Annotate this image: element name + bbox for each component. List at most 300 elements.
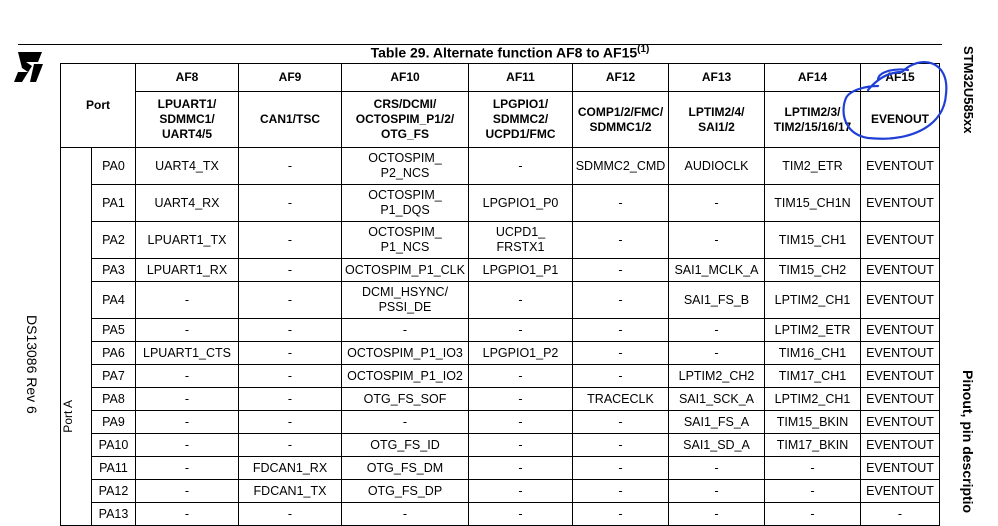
cell-line: - — [184, 414, 190, 429]
cell-line: - — [518, 414, 523, 429]
af-cell — [861, 503, 940, 526]
cell-line: P2_NCS — [380, 166, 430, 180]
af-cell — [669, 259, 765, 282]
cell-line: FDCAN1_TX — [253, 483, 327, 498]
af-cell — [342, 388, 469, 411]
cell-line: - — [287, 506, 293, 521]
af-cell — [573, 457, 669, 480]
af-cell — [669, 222, 765, 259]
cell-line: LPTIM2_ETR — [774, 322, 851, 337]
af-cell — [239, 148, 342, 185]
table-body — [61, 148, 940, 526]
cell-line: FRSTX1 — [496, 240, 545, 254]
cell-line: EVENTOUT — [866, 460, 934, 475]
af-cell — [573, 411, 669, 434]
af-header-af14: AF14 — [765, 64, 861, 92]
header-line: LPTIM2/3/ — [784, 104, 841, 119]
header-line: SDMMC2/ — [492, 112, 549, 126]
pin-name-cell: PA5 — [92, 319, 136, 342]
cell-line: - — [714, 322, 719, 337]
cell-line: FDCAN1_RX — [252, 460, 328, 475]
af-cell — [469, 259, 573, 282]
cell-line: EVENTOUT — [866, 195, 934, 210]
peripheral-header-af10 — [342, 92, 469, 148]
af-cell — [573, 365, 669, 388]
af-cell — [469, 342, 573, 365]
pin-name-cell: PA2 — [92, 222, 136, 259]
af-cell — [669, 480, 765, 503]
af-cell — [861, 185, 940, 222]
cell-line: - — [184, 368, 190, 383]
af-cell — [573, 222, 669, 259]
af-cell — [765, 434, 861, 457]
caption-footnote-ref: (1) — [637, 44, 650, 55]
cell-line: - — [618, 322, 623, 337]
cell-line: OCTOSPIM_ — [368, 188, 442, 202]
af-cell — [861, 282, 940, 319]
af-cell — [669, 388, 765, 411]
alternate-function-table — [60, 63, 940, 526]
peripheral-header-af14 — [765, 92, 861, 148]
cell-line: - — [287, 391, 293, 406]
af-header-af12: AF12 — [573, 64, 669, 92]
af-cell — [573, 319, 669, 342]
pin-name-cell: PA11 — [92, 457, 136, 480]
af-cell — [342, 148, 469, 185]
pin-name-cell: PA0 — [92, 148, 136, 185]
header-line: TIM2/15/16/17 — [773, 119, 852, 134]
af-header-af8: AF8 — [136, 64, 239, 92]
af-cell — [136, 365, 239, 388]
cell-line: OTG_FS_DM — [366, 460, 444, 475]
cell-line: - — [287, 195, 293, 210]
af-cell — [861, 259, 940, 282]
af-cell — [861, 480, 940, 503]
af-cell — [342, 342, 469, 365]
af-cell — [573, 434, 669, 457]
af-cell — [136, 411, 239, 434]
cell-line: LPTIM2_CH2 — [678, 368, 755, 383]
af-cell — [342, 365, 469, 388]
af-cell — [861, 222, 940, 259]
af-cell — [573, 259, 669, 282]
af-cell — [239, 342, 342, 365]
af-cell — [342, 259, 469, 282]
caption-text: Table 29. Alternate function AF8 to AF15 — [370, 44, 638, 61]
af-cell — [469, 388, 573, 411]
table-row-pa7 — [61, 365, 940, 388]
af-cell — [469, 365, 573, 388]
cell-line: EVENTOUT — [866, 414, 934, 429]
cell-line: AUDIOCLK — [684, 158, 749, 173]
af-cell — [861, 388, 940, 411]
af-cell — [239, 319, 342, 342]
af-cell — [239, 388, 342, 411]
cell-line: OTG_FS_DP — [367, 483, 443, 498]
af-cell — [469, 503, 573, 526]
cell-line: - — [618, 506, 623, 521]
af-cell — [136, 434, 239, 457]
af-cell — [136, 480, 239, 503]
cell-line: - — [518, 322, 523, 337]
af-cell — [469, 434, 573, 457]
af-cell — [239, 503, 342, 526]
cell-line: - — [518, 460, 523, 475]
af-cell — [573, 148, 669, 185]
cell-line: EVENTOUT — [866, 158, 934, 173]
header-line: UART4/5 — [161, 127, 212, 141]
cell-line: EVENTOUT — [866, 232, 934, 247]
table-row-pa4 — [61, 282, 940, 319]
header-line: COMP1/2/FMC/ — [577, 104, 664, 119]
af-cell — [669, 503, 765, 526]
pin-name-cell: PA13 — [92, 503, 136, 526]
cell-line: OTG_FS_SOF — [363, 391, 447, 406]
cell-line: SAI1_SCK_A — [678, 391, 755, 406]
af-cell — [861, 365, 940, 388]
cell-line: - — [518, 292, 523, 307]
st-logo — [12, 50, 46, 84]
cell-line: - — [810, 483, 815, 498]
cell-line: - — [897, 506, 903, 521]
cell-line: - — [810, 460, 815, 475]
af-cell — [136, 457, 239, 480]
af-cell — [136, 342, 239, 365]
table-row-pa13 — [61, 503, 940, 526]
af-header-row — [61, 64, 940, 92]
cell-line: - — [714, 232, 719, 247]
af-cell — [765, 148, 861, 185]
peripheral-header-row — [61, 92, 940, 148]
port-group-label: Port A — [61, 400, 75, 433]
af-cell — [669, 365, 765, 388]
cell-line: - — [714, 483, 719, 498]
pin-name-cell: PA9 — [92, 411, 136, 434]
cell-line: - — [184, 506, 190, 521]
cell-line: OCTOSPIM_P1_IO2 — [347, 368, 463, 383]
header-line: LPGPIO1/ — [492, 97, 549, 111]
af-cell — [136, 282, 239, 319]
document-revision: DS13086 Rev 6 — [24, 315, 40, 414]
cell-line: LPTIM2_CH1 — [774, 292, 851, 307]
cell-line: - — [618, 292, 623, 307]
af-header-af15: AF15 — [861, 64, 940, 92]
af-cell — [469, 282, 573, 319]
af-cell — [669, 282, 765, 319]
table-row-pa6 — [61, 342, 940, 365]
af-cell — [573, 480, 669, 503]
cell-line: TRACECLK — [587, 391, 654, 406]
cell-line: - — [287, 262, 293, 277]
af-cell — [765, 222, 861, 259]
header-line: SDMMC1/2 — [589, 119, 652, 134]
af-cell — [765, 388, 861, 411]
af-cell — [239, 411, 342, 434]
header-line: OCTOSPIM_P1/2/ — [355, 112, 455, 126]
af-header-af9: AF9 — [239, 64, 342, 92]
cell-line: TIM15_CH1N — [774, 195, 851, 210]
af-header-af13: AF13 — [669, 64, 765, 92]
af-cell — [469, 319, 573, 342]
port-header: Port — [61, 64, 136, 148]
cell-line: LPGPIO1_P2 — [482, 345, 559, 360]
cell-line: - — [287, 158, 293, 173]
table-row-pa9 — [61, 411, 940, 434]
pin-name-cell: PA10 — [92, 434, 136, 457]
peripheral-header-af12 — [573, 92, 669, 148]
af-cell — [669, 457, 765, 480]
peripheral-header-af13 — [669, 92, 765, 148]
af-cell — [342, 411, 469, 434]
cell-line: - — [618, 195, 623, 210]
header-line: UCPD1/FMC — [485, 127, 556, 141]
af-cell — [861, 434, 940, 457]
af-cell — [136, 319, 239, 342]
cell-line: - — [518, 158, 523, 173]
cell-line: - — [518, 437, 523, 452]
af-cell — [469, 148, 573, 185]
af-cell — [342, 185, 469, 222]
af-cell — [342, 319, 469, 342]
pin-name-cell: PA1 — [92, 185, 136, 222]
cell-line: TIM15_CH1 — [778, 232, 847, 247]
af-cell — [573, 388, 669, 411]
cell-line: TIM17_BKIN — [776, 437, 849, 452]
cell-line: TIM2_ETR — [782, 158, 843, 173]
table-row-pa3 — [61, 259, 940, 282]
af-cell — [669, 319, 765, 342]
cell-line: EVENTOUT — [866, 345, 934, 360]
af-cell — [136, 259, 239, 282]
header-line: SAI1/2 — [698, 119, 735, 134]
af-cell — [342, 282, 469, 319]
table-row-pa8 — [61, 388, 940, 411]
cell-line: - — [618, 414, 623, 429]
cell-line: - — [618, 437, 623, 452]
cell-line: EVENTOUT — [866, 322, 934, 337]
cell-line: UCPD1_ — [495, 225, 546, 239]
af-cell — [573, 185, 669, 222]
af-cell — [239, 282, 342, 319]
af-cell — [469, 185, 573, 222]
af-header-af11: AF11 — [469, 64, 573, 92]
cell-line: - — [184, 483, 190, 498]
af-cell — [469, 457, 573, 480]
cell-line: - — [184, 322, 190, 337]
af-cell — [136, 503, 239, 526]
part-number: STM32U585xx — [961, 46, 976, 134]
cell-line: - — [714, 345, 719, 360]
af-cell — [765, 342, 861, 365]
af-cell — [342, 503, 469, 526]
af-cell — [342, 222, 469, 259]
cell-line: TIM15_CH2 — [778, 262, 847, 277]
af-cell — [669, 342, 765, 365]
cell-line: - — [618, 368, 623, 383]
af-cell — [765, 282, 861, 319]
cell-line: EVENTOUT — [866, 391, 934, 406]
af-cell — [669, 185, 765, 222]
cell-line: - — [618, 483, 623, 498]
af-cell — [239, 434, 342, 457]
af-cell — [469, 222, 573, 259]
cell-line: OCTOSPIM_ — [368, 225, 442, 239]
af-cell — [469, 480, 573, 503]
cell-line: EVENTOUT — [866, 437, 934, 452]
port-group-cell — [61, 148, 92, 526]
af-cell — [239, 185, 342, 222]
cell-line: - — [287, 322, 293, 337]
af-cell — [861, 148, 940, 185]
cell-line: - — [810, 506, 815, 521]
af-cell — [469, 411, 573, 434]
table-row-pa0 — [61, 148, 940, 185]
af-cell — [136, 185, 239, 222]
af-header-af10: AF10 — [342, 64, 469, 92]
table-row-pa1 — [61, 185, 940, 222]
header-line: CAN1/TSC — [259, 112, 320, 126]
header-line: EVENOUT — [870, 112, 929, 126]
af-cell — [861, 457, 940, 480]
pin-name-cell: PA7 — [92, 365, 136, 388]
cell-line: EVENTOUT — [866, 483, 934, 498]
af-cell — [239, 259, 342, 282]
af-cell — [669, 434, 765, 457]
header-line: LPTIM2/4/ — [688, 104, 745, 119]
cell-line: - — [518, 391, 523, 406]
cell-line: SAI1_SD_A — [683, 437, 750, 452]
af-cell — [342, 457, 469, 480]
cell-line: LPUART1_RX — [146, 262, 228, 277]
cell-line: EVENTOUT — [866, 262, 934, 277]
table-row-pa5 — [61, 319, 940, 342]
cell-line: - — [184, 437, 190, 452]
cell-line: - — [287, 232, 293, 247]
cell-line: OCTOSPIM_P1_IO3 — [347, 345, 463, 360]
table-row-pa10 — [61, 434, 940, 457]
af-cell — [765, 411, 861, 434]
cell-line: UART4_RX — [154, 195, 220, 210]
cell-line: - — [518, 506, 523, 521]
cell-line: - — [618, 232, 623, 247]
cell-line: - — [518, 483, 523, 498]
cell-line: OCTOSPIM_P1_CLK — [345, 262, 465, 277]
cell-line: LPGPIO1_P0 — [482, 195, 559, 210]
cell-line: TIM15_BKIN — [776, 414, 849, 429]
cell-line: TIM17_CH1 — [778, 368, 847, 383]
cell-line: LPTIM2_CH1 — [774, 391, 851, 406]
cell-line: PSSI_DE — [378, 300, 432, 314]
pin-name-cell: PA12 — [92, 480, 136, 503]
af-cell — [136, 222, 239, 259]
cell-line: SDMMC2_CMD — [575, 158, 666, 173]
peripheral-header-af8 — [136, 92, 239, 148]
table-row-pa12 — [61, 480, 940, 503]
af-cell — [239, 222, 342, 259]
peripheral-header-af11 — [469, 92, 573, 148]
cell-line: P1_DQS — [380, 203, 430, 217]
cell-line: - — [287, 414, 293, 429]
af-cell — [861, 342, 940, 365]
cell-line: - — [287, 437, 293, 452]
pin-name-cell: PA3 — [92, 259, 136, 282]
af-cell — [765, 319, 861, 342]
cell-line: LPGPIO1_P1 — [482, 262, 559, 277]
cell-line: - — [402, 414, 408, 429]
af-cell — [669, 148, 765, 185]
af-cell — [573, 282, 669, 319]
pin-name-cell: PA8 — [92, 388, 136, 411]
header-line: CRS/DCMI/ — [373, 97, 437, 111]
af-cell — [573, 342, 669, 365]
af-cell — [239, 480, 342, 503]
af-cell — [573, 503, 669, 526]
af-cell — [342, 434, 469, 457]
table-row-pa2 — [61, 222, 940, 259]
header-line: OTG_FS — [380, 127, 429, 141]
af-cell — [669, 411, 765, 434]
af-cell — [136, 388, 239, 411]
table-caption — [300, 44, 720, 61]
af-cell — [342, 480, 469, 503]
af-cell — [765, 185, 861, 222]
cell-line: EVENTOUT — [866, 292, 934, 307]
table-row-pa11 — [61, 457, 940, 480]
cell-line: - — [714, 460, 719, 475]
cell-line: - — [402, 322, 408, 337]
cell-line: LPUART1_CTS — [143, 345, 231, 360]
header-line: SDMMC1/ — [159, 112, 215, 126]
cell-line: - — [618, 460, 623, 475]
section-title: Pinout, pin descriptio — [960, 370, 976, 514]
af-cell — [765, 365, 861, 388]
af-cell — [861, 411, 940, 434]
cell-line: - — [618, 345, 623, 360]
cell-line: SAI1_FS_A — [683, 414, 750, 429]
cell-line: SAI1_MCLK_A — [674, 262, 759, 277]
cell-line: OCTOSPIM_ — [368, 151, 442, 165]
cell-line: P1_NCS — [380, 240, 430, 254]
peripheral-header-af9 — [239, 92, 342, 148]
cell-line: - — [184, 460, 190, 475]
cell-line: - — [402, 506, 408, 521]
af-cell — [765, 259, 861, 282]
cell-line: UART4_TX — [155, 158, 219, 173]
cell-line: - — [184, 292, 190, 307]
af-cell — [765, 503, 861, 526]
cell-line: - — [714, 506, 719, 521]
cell-line: DCMI_HSYNC/ — [361, 285, 449, 299]
cell-line: - — [184, 391, 190, 406]
pin-name-cell: PA6 — [92, 342, 136, 365]
cell-line: - — [287, 345, 293, 360]
af-cell — [765, 457, 861, 480]
cell-line: - — [287, 368, 293, 383]
cell-line: SAI1_FS_B — [683, 292, 750, 307]
af-cell — [239, 365, 342, 388]
peripheral-header-af15 — [861, 92, 940, 148]
af-cell — [861, 319, 940, 342]
cell-line: EVENTOUT — [866, 368, 934, 383]
cell-line: OTG_FS_ID — [370, 437, 440, 452]
af-cell — [136, 148, 239, 185]
af-cell — [765, 480, 861, 503]
cell-line: - — [287, 292, 293, 307]
header-line: LPUART1/ — [157, 97, 217, 111]
pin-name-cell: PA4 — [92, 282, 136, 319]
af-cell — [239, 457, 342, 480]
cell-line: LPUART1_TX — [147, 232, 227, 247]
